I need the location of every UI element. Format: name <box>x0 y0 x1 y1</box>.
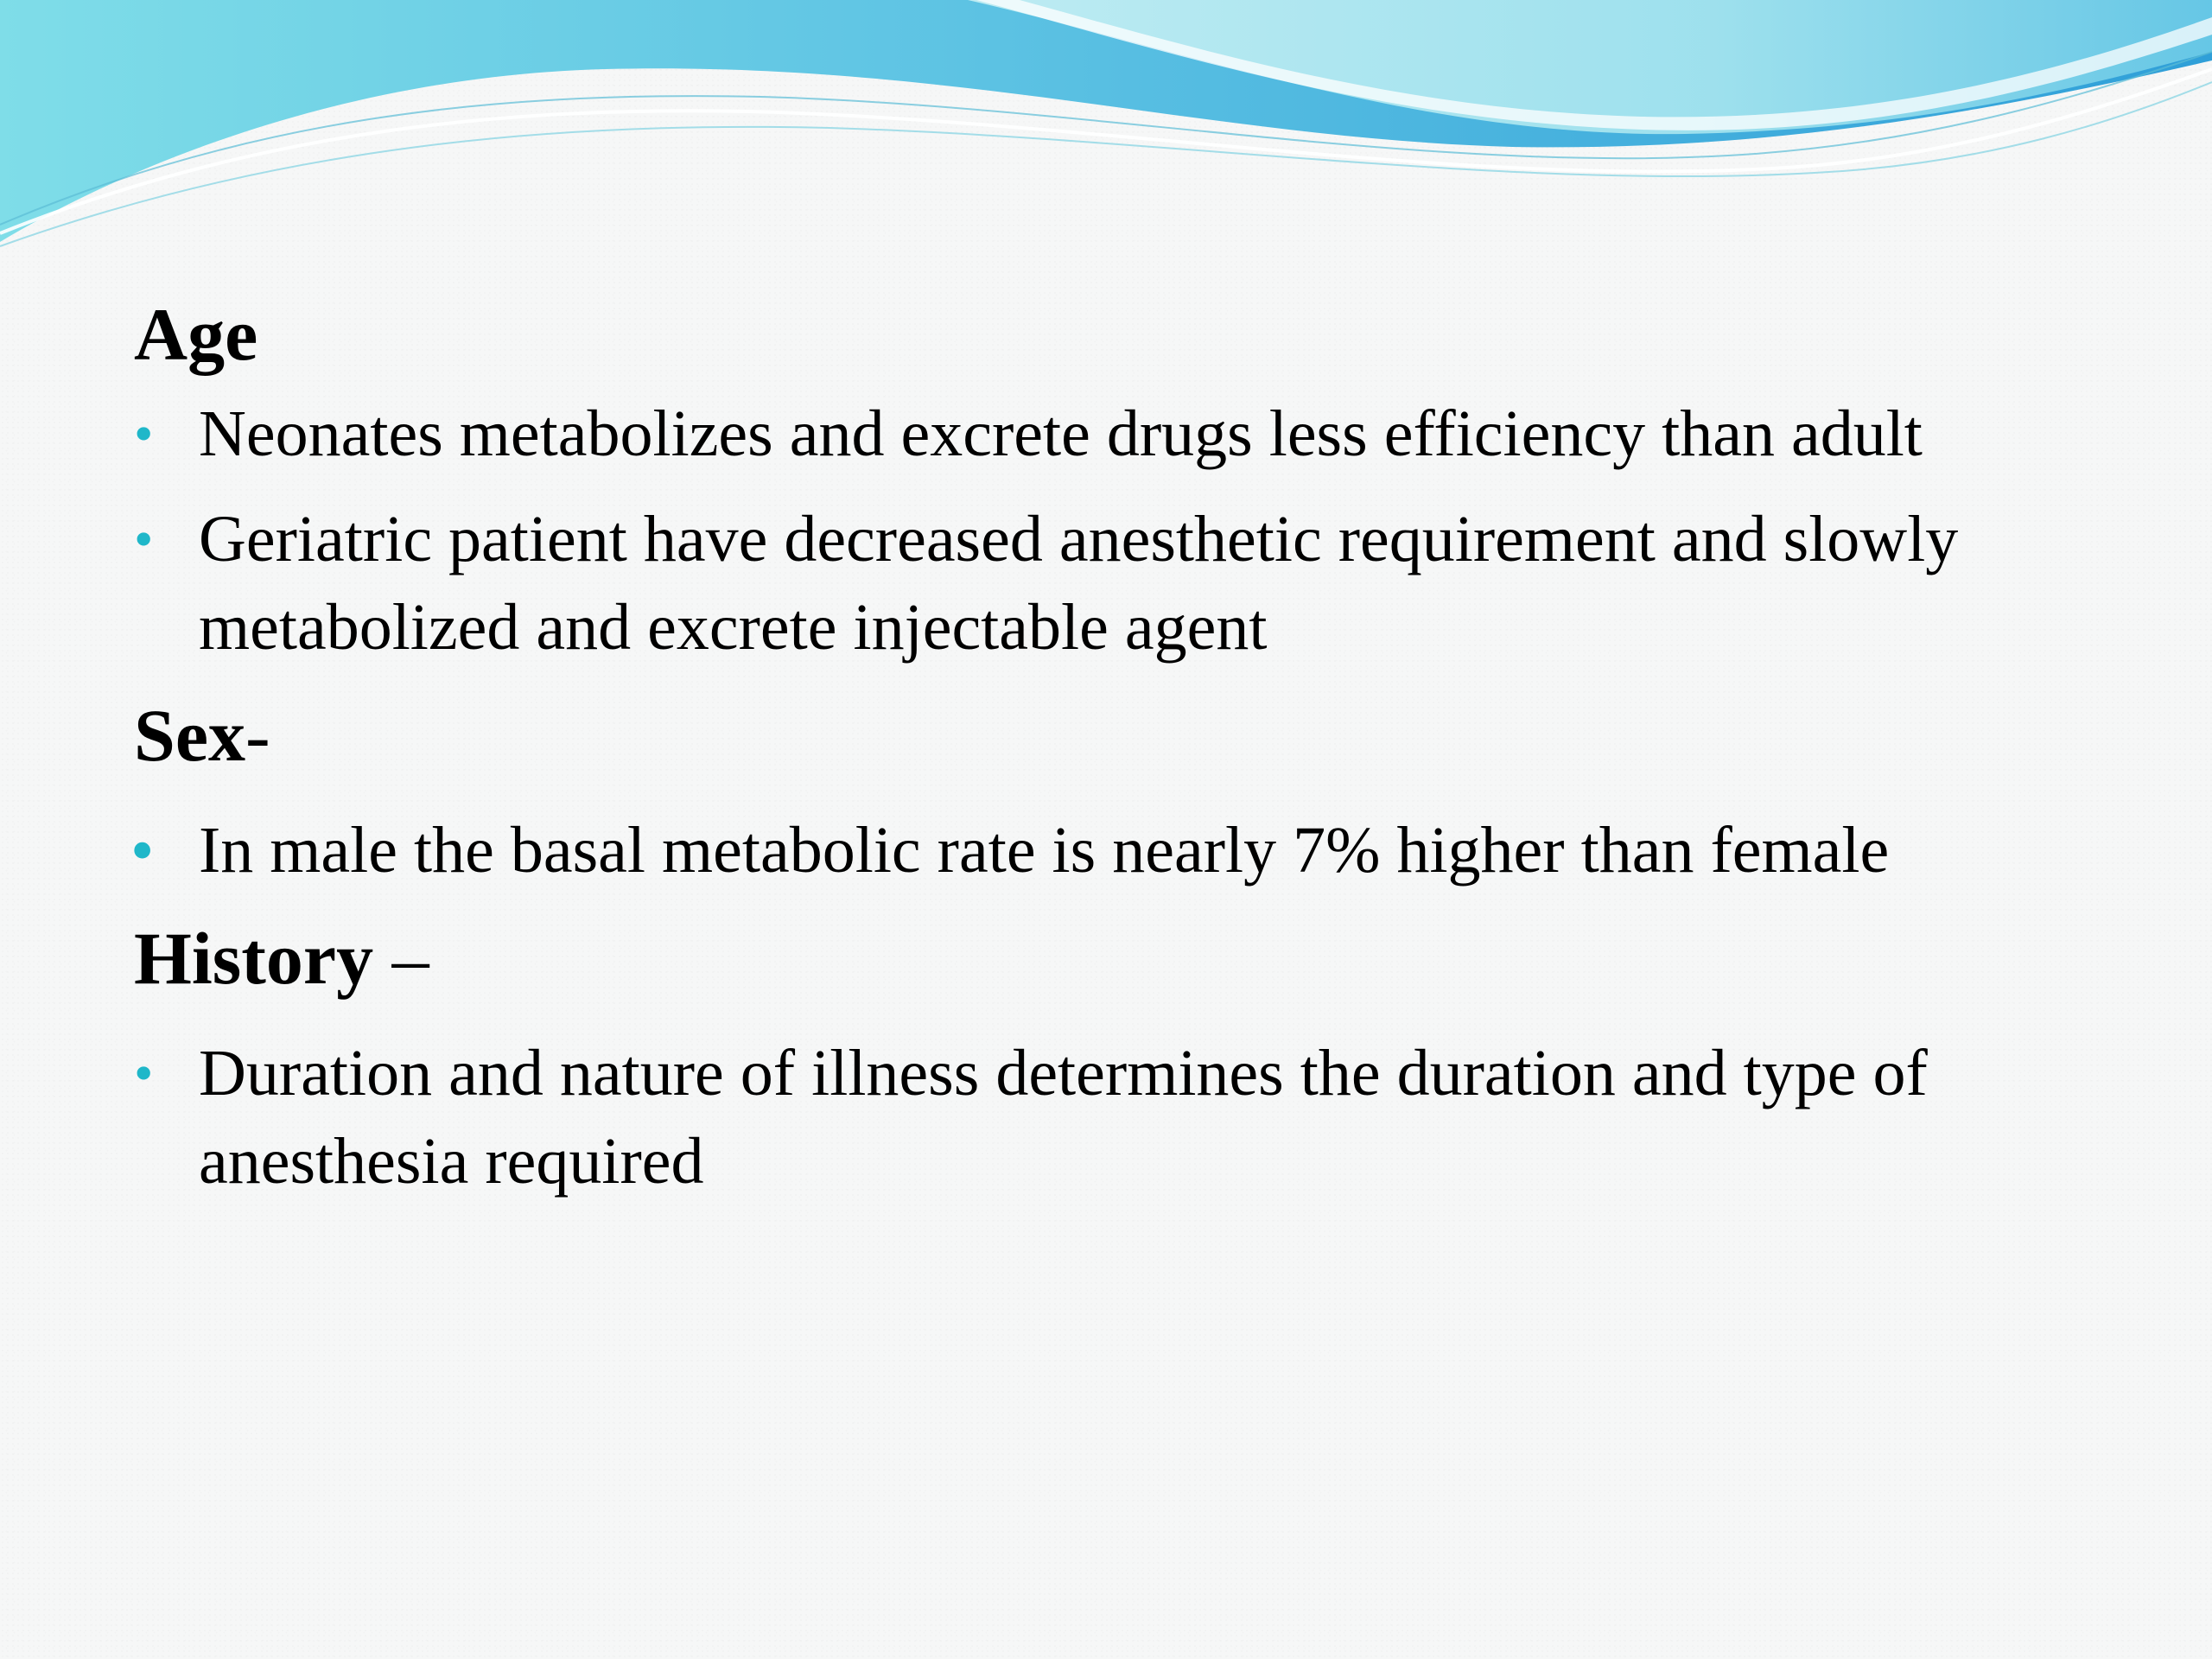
list-item <box>134 1029 2121 1205</box>
bullet-dot-icon: • <box>134 403 154 464</box>
list-item <box>134 495 2121 671</box>
heading-sex <box>134 690 2121 780</box>
bullet-dot-icon: • <box>134 1042 154 1103</box>
header-wave-decoration <box>0 0 2212 259</box>
list-item <box>134 390 2121 478</box>
bullet-text: Neonates metabolizes and excrete drugs less efficiency than adult <box>199 397 1923 470</box>
bullet-text: Duration and nature of illness determines the duration and type of anesthesia required <box>199 1037 1928 1198</box>
bullet-text: In male the basal metabolic rate is nearly 7% higher than female <box>199 814 1890 887</box>
slide-content <box>130 289 2121 1223</box>
heading-history <box>134 913 2121 1003</box>
heading-age-text: Age <box>134 293 258 376</box>
heading-sex-suffix: - <box>245 694 270 777</box>
bullet-dot-icon: • <box>130 812 155 887</box>
heading-age <box>134 289 2121 379</box>
heading-sex-text: Sex <box>134 694 245 777</box>
heading-history-suffix: – <box>373 917 429 1000</box>
bullet-text: Geriatric patient have decreased anesthetic requirement and slowly metabolized and excrete injectable agent <box>199 503 1959 664</box>
bullet-dot-icon: • <box>134 508 154 569</box>
heading-history-text: History <box>134 917 374 1000</box>
list-item <box>130 806 2121 894</box>
